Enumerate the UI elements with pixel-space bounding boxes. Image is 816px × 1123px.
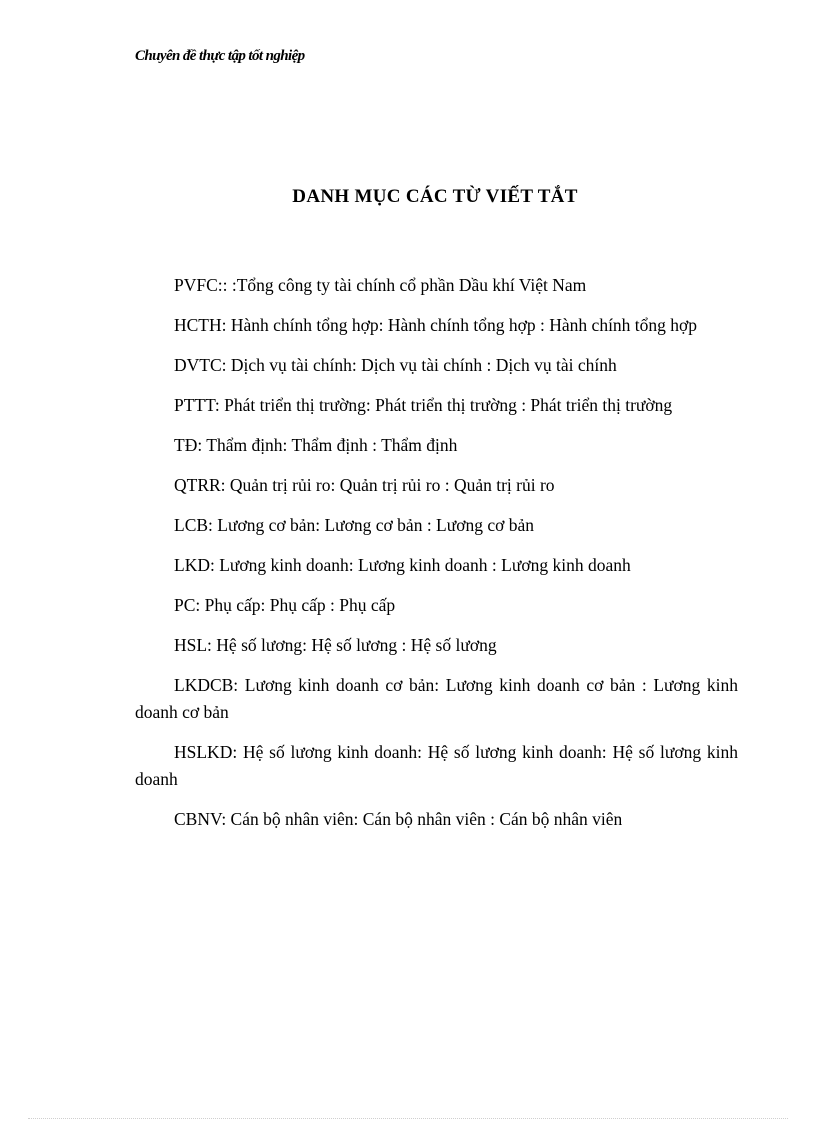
abbreviation-item: TĐ: Thẩm định: Thẩm định : Thẩm định — [174, 435, 458, 455]
abbreviation-item: HCTH: Hành chính tổng hợp: Hành chính tổng hợp : Hành chính tổng hợp — [174, 315, 698, 335]
abbreviation-item: DVTC: Dịch vụ tài chính: Dịch vụ tài chính : Dịch vụ tài chính — [174, 355, 617, 375]
abbreviation-list — [135, 272, 738, 846]
abbreviation-item: HSLKD: Hệ số lương kinh doanh: Hệ số lương kinh doanh: Hệ số lương kinh doanh — [135, 742, 738, 789]
abbreviation-item: LKD: Lương kinh doanh: Lương kinh doanh : Lương kinh doanh — [174, 555, 631, 575]
running-header: Chuyên đề thực tập tốt nghiệp — [135, 48, 305, 64]
abbreviation-item: PVFC:: :Tổng công ty tài chính cổ phần Dầu khí Việt Nam — [174, 275, 587, 295]
abbreviation-item: HSL: Hệ số lương: Hệ số lương : Hệ số lương — [174, 635, 497, 655]
abbreviation-item: PC: Phụ cấp: Phụ cấp : Phụ cấp — [174, 595, 396, 615]
page-bottom-divider — [28, 1118, 788, 1119]
abbreviation-item: LCB: Lương cơ bản: Lương cơ bản : Lương cơ bản — [174, 515, 535, 535]
abbreviation-item: QTRR: Quản trị rủi ro: Quản trị rủi ro : Quản trị rủi ro — [174, 475, 555, 495]
abbreviation-item: LKDCB: Lương kinh doanh cơ bản: Lương kinh doanh cơ bản : Lương kinh doanh cơ bản — [135, 675, 738, 722]
abbreviation-item: CBNV: Cán bộ nhân viên: Cán bộ nhân viên : Cán bộ nhân viên — [174, 809, 623, 829]
abbreviation-item: PTTT: Phát triển thị trường: Phát triển thị trường : Phát triển thị trường — [174, 395, 673, 415]
page-title: DANH MỤC CÁC TỪ VIẾT TẮT — [292, 186, 578, 207]
